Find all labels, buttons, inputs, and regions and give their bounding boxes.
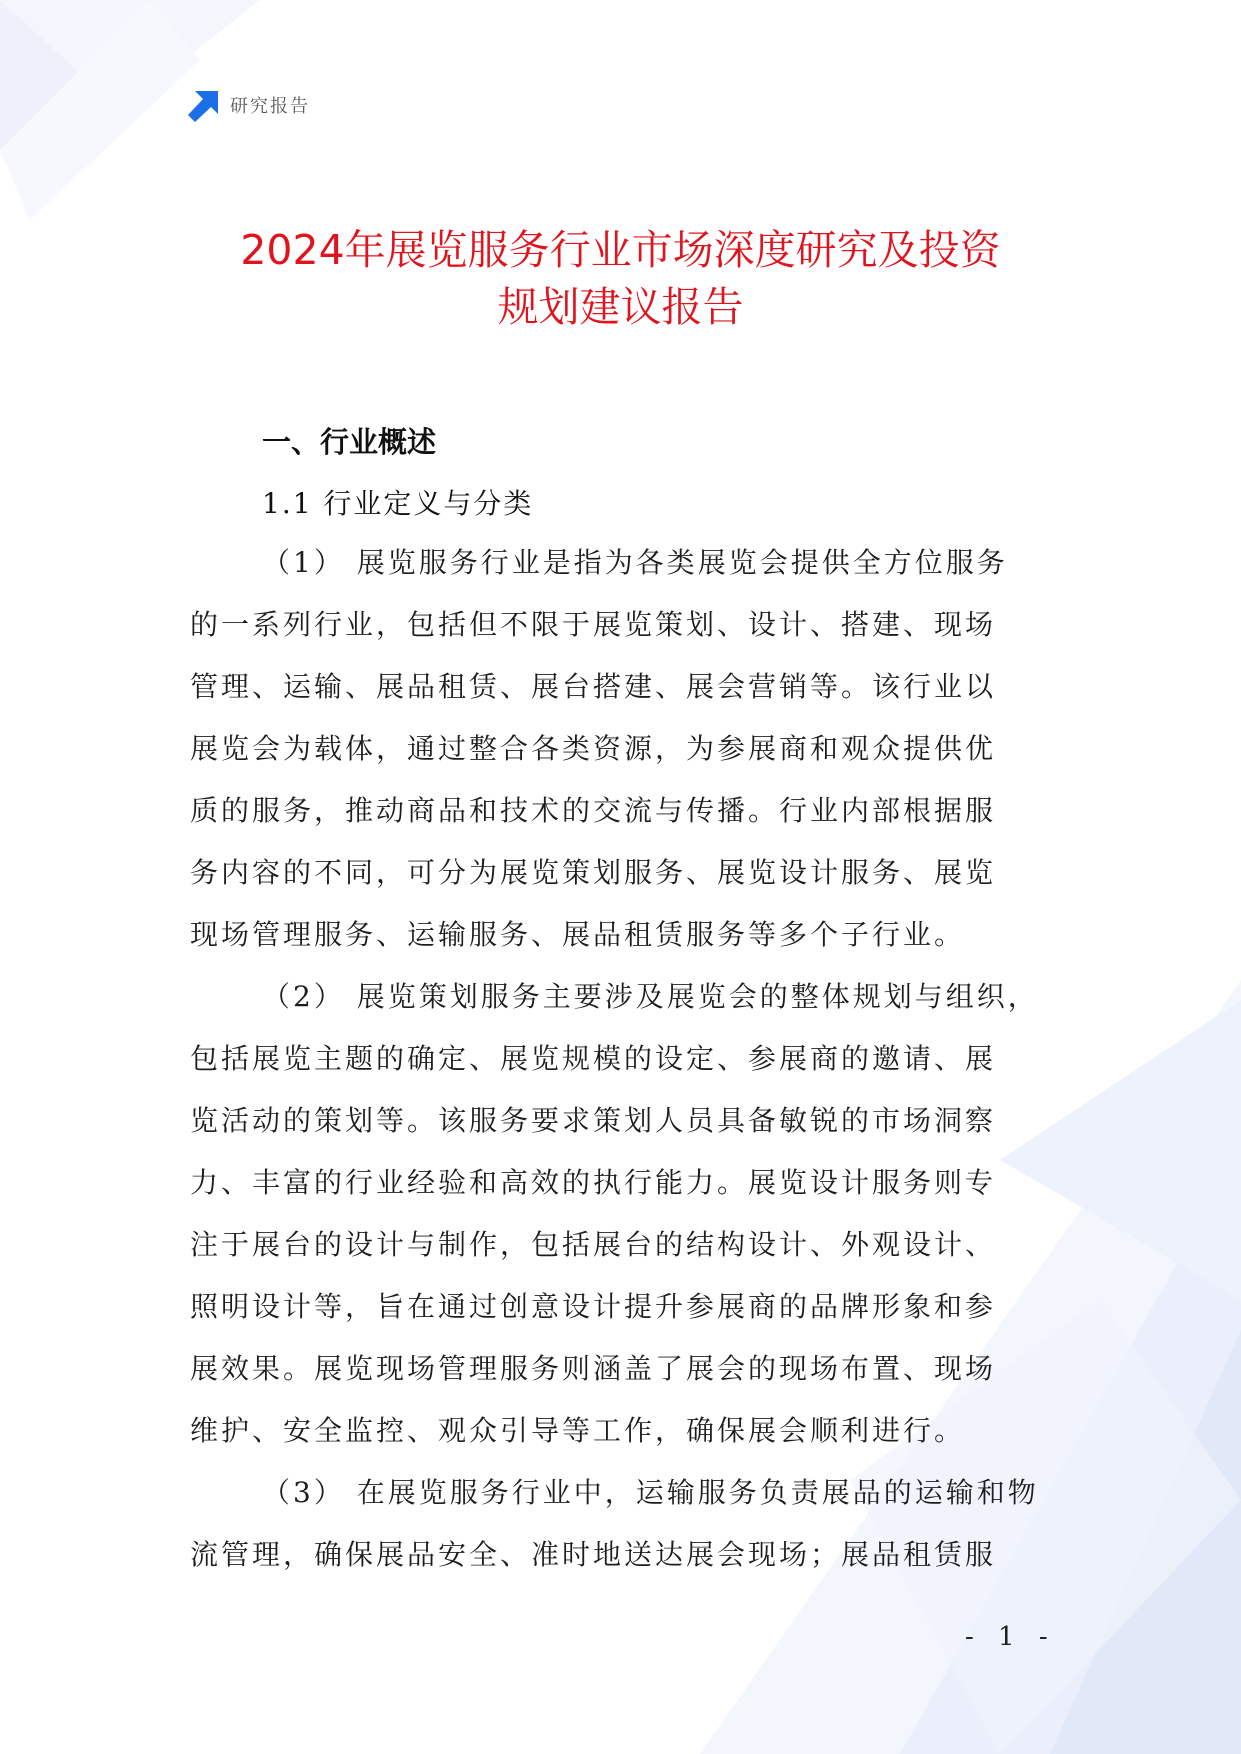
paragraph-line: 质的服务，推动商品和技术的交流与传播。行业内部根据服 — [190, 794, 997, 827]
paragraph-line: 管理、运输、展品租赁、展台搭建、展会营销等。该行业以 — [190, 670, 997, 703]
report-header — [187, 88, 310, 122]
paragraph-line: （2） 展览策划服务主要涉及展览会的整体规划与组织， — [262, 980, 1039, 1013]
page-number: - 1 - — [965, 1622, 1056, 1652]
paragraph-line: 务内容的不同，可分为展览策划服务、展览设计服务、展览 — [190, 856, 997, 889]
paragraph-3 — [190, 1462, 1070, 1586]
paragraph-line: 包括展览主题的确定、展览规模的设定、参展商的邀请、展 — [190, 1042, 997, 1075]
paragraph-2 — [190, 966, 1070, 1462]
report-type-label: 研究报告 — [230, 96, 310, 117]
paragraph-1 — [190, 532, 1070, 966]
paragraph-line: 现场管理服务、运输服务、展品租赁服务等多个子行业。 — [190, 918, 966, 951]
paragraph-line: 览活动的策划等。该服务要求策划人员具备敏锐的市场洞察 — [190, 1104, 997, 1137]
paragraph-line: 维护、安全监控、观众引导等工作，确保展会顺利进行。 — [190, 1414, 966, 1447]
title-line-1: 2024年展览服务行业市场深度研究及投资 — [240, 226, 1001, 274]
paragraph-line: 注于展台的设计与制作，包括展台的结构设计、外观设计、 — [190, 1228, 997, 1261]
paragraph-line: 展效果。展览现场管理服务则涵盖了展会的现场布置、现场 — [190, 1352, 997, 1385]
body-text — [190, 532, 1070, 1586]
paragraph-line: 的一系列行业，包括但不限于展览策划、设计、搭建、现场 — [190, 608, 997, 641]
paragraph-line: 力、丰富的行业经验和高效的执行能力。展览设计服务则专 — [190, 1166, 997, 1199]
title-line-2: 规划建议报告 — [497, 283, 744, 331]
paragraph-line: 展览会为载体，通过整合各类资源，为参展商和观众提供优 — [190, 732, 997, 765]
paragraph-line: 照明设计等，旨在通过创意设计提升参展商的品牌形象和参 — [190, 1290, 997, 1323]
paragraph-line: （3） 在展览服务行业中，运输服务负责展品的运输和物 — [262, 1476, 1039, 1509]
subsection-heading: 1.1 行业定义与分类 — [262, 487, 534, 520]
document-title — [180, 222, 1061, 336]
section-heading: 一、行业概述 — [262, 425, 437, 459]
arrow-up-right-icon — [187, 88, 221, 122]
paragraph-line: 流管理，确保展品安全、准时地送达展会现场；展品租赁服 — [190, 1538, 997, 1571]
paragraph-line: （1） 展览服务行业是指为各类展览会提供全方位服务 — [262, 546, 1008, 579]
